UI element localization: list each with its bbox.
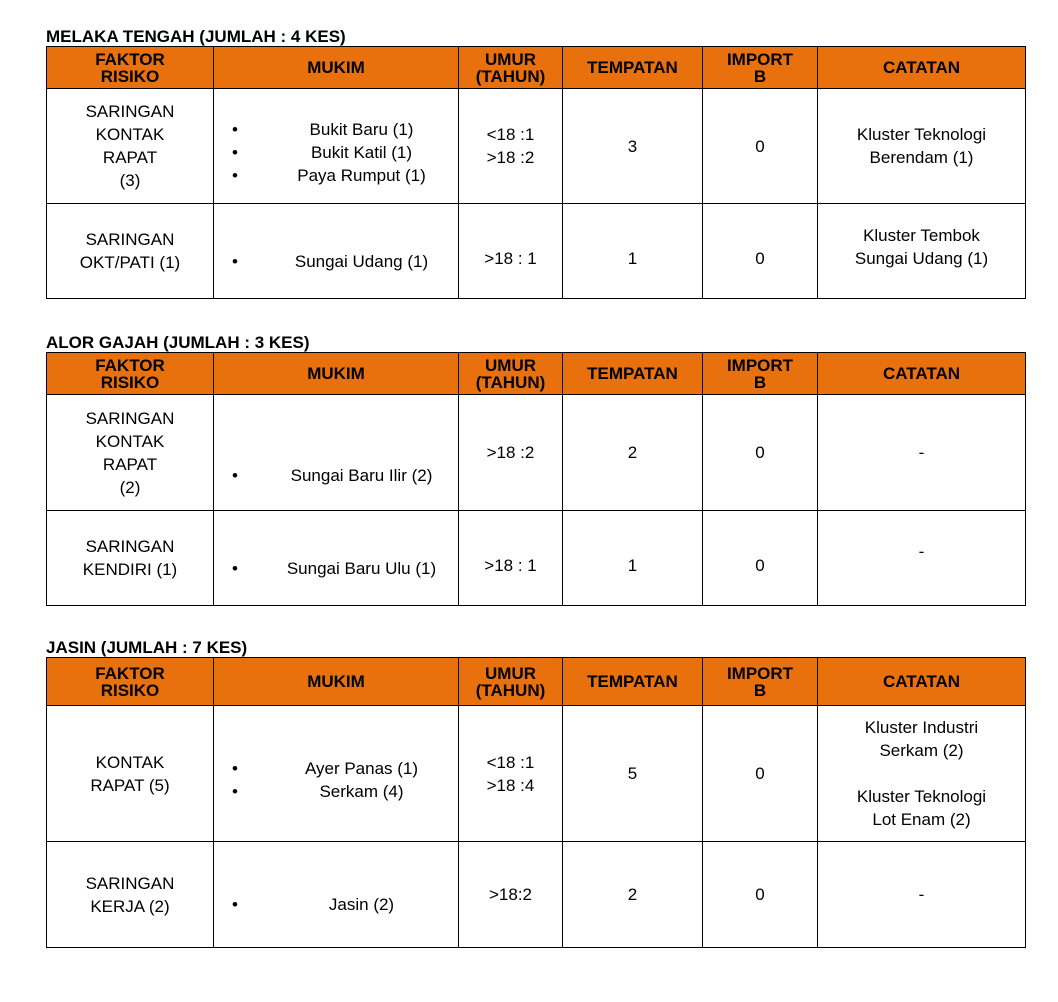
catatan-line: Sungai Udang (1) bbox=[854, 249, 989, 268]
mukim-cell bbox=[214, 842, 459, 948]
tempatan-cell: 2 bbox=[563, 842, 703, 948]
faktor-risiko-cell bbox=[47, 204, 214, 299]
header-umur: UMUR (TAHUN) bbox=[459, 353, 563, 395]
umur-line: >18 :2 bbox=[486, 148, 535, 167]
umur-cell bbox=[459, 204, 563, 299]
header-import: IMPORT B bbox=[703, 47, 818, 89]
mukim-item: • Jasin (2) bbox=[214, 893, 458, 916]
header-faktor-risiko: FAKTOR RISIKO bbox=[47, 47, 214, 89]
faktor-risiko-line: SARINGAN bbox=[85, 230, 175, 249]
faktor-risiko-cell bbox=[47, 511, 214, 606]
header-tempatan: TEMPATAN bbox=[563, 47, 703, 89]
import-cell: 0 bbox=[703, 511, 818, 606]
table-row bbox=[47, 511, 1026, 606]
tempatan-cell: 3 bbox=[563, 89, 703, 204]
faktor-risiko-line: SARINGAN bbox=[85, 102, 175, 121]
import-cell: 0 bbox=[703, 204, 818, 299]
faktor-risiko-cell bbox=[47, 842, 214, 948]
umur-line: >18:2 bbox=[488, 885, 532, 904]
district-section bbox=[46, 334, 1025, 606]
mukim-list bbox=[214, 230, 458, 273]
table-row bbox=[47, 395, 1026, 511]
catatan-cell bbox=[818, 395, 1026, 511]
umur-line: <18 :1 bbox=[486, 752, 535, 772]
faktor-risiko-line: KENDIRI (1) bbox=[82, 560, 178, 579]
faktor-risiko-line: KONTAK bbox=[95, 125, 165, 144]
umur-cell bbox=[459, 89, 563, 204]
case-table bbox=[46, 46, 1026, 299]
catatan-cell bbox=[818, 842, 1026, 948]
header-mukim: MUKIM bbox=[214, 658, 459, 706]
catatan-line: - bbox=[918, 885, 925, 904]
mukim-item: • Serkam (4) bbox=[214, 780, 458, 803]
import-cell: 0 bbox=[703, 706, 818, 842]
catatan-line: Serkam (2) bbox=[879, 741, 964, 760]
header-tempatan: TEMPATAN bbox=[563, 658, 703, 706]
mukim-item: • Bukit Katil (1) bbox=[214, 141, 458, 164]
catatan-cell bbox=[818, 89, 1026, 204]
faktor-risiko-line: RAPAT bbox=[102, 148, 158, 167]
section-title: MELAKA TENGAH (JUMLAH : 4 KES) bbox=[46, 27, 346, 46]
faktor-risiko-cell bbox=[47, 706, 214, 842]
catatan-cell bbox=[818, 511, 1026, 606]
mukim-cell bbox=[214, 395, 459, 511]
section-title: ALOR GAJAH (JUMLAH : 3 KES) bbox=[46, 333, 310, 352]
faktor-risiko-line: RAPAT bbox=[102, 454, 158, 474]
mukim-cell bbox=[214, 706, 459, 842]
mukim-list bbox=[214, 537, 458, 580]
catatan-line: Kluster Teknologi bbox=[856, 787, 987, 806]
catatan-line: - bbox=[918, 443, 925, 462]
umur-cell bbox=[459, 511, 563, 606]
tempatan-cell: 2 bbox=[563, 395, 703, 511]
faktor-risiko-line: KONTAK bbox=[95, 431, 165, 451]
header-catatan: CATATAN bbox=[818, 47, 1026, 89]
catatan-line: Berendam (1) bbox=[869, 148, 974, 167]
header-catatan: CATATAN bbox=[818, 658, 1026, 706]
faktor-risiko-line: (3) bbox=[119, 171, 141, 190]
header-umur: UMUR (TAHUN) bbox=[459, 658, 563, 706]
header-row bbox=[47, 658, 1026, 706]
header-import: IMPORT B bbox=[703, 353, 818, 395]
mukim-list bbox=[214, 418, 458, 487]
header-row bbox=[47, 353, 1026, 395]
case-table bbox=[46, 657, 1026, 948]
header-import: IMPORT B bbox=[703, 658, 818, 706]
import-cell: 0 bbox=[703, 395, 818, 511]
catatan-line: Kluster Tembok bbox=[863, 226, 980, 245]
faktor-risiko-cell bbox=[47, 89, 214, 204]
faktor-risiko-line: KONTAK bbox=[95, 752, 165, 772]
umur-cell bbox=[459, 395, 563, 511]
umur-line: >18 :2 bbox=[486, 443, 535, 462]
catatan-line: - bbox=[918, 541, 925, 561]
header-umur: UMUR (TAHUN) bbox=[459, 47, 563, 89]
faktor-risiko-line: KERJA (2) bbox=[90, 896, 170, 916]
table-row bbox=[47, 706, 1026, 842]
catatan-cell bbox=[818, 204, 1026, 299]
header-faktor-risiko: FAKTOR RISIKO bbox=[47, 353, 214, 395]
mukim-item: • Paya Rumput (1) bbox=[214, 164, 458, 187]
faktor-risiko-line: SARINGAN bbox=[85, 873, 175, 893]
mukim-item: • Sungai Baru Ilir (2) bbox=[214, 464, 458, 487]
header-catatan: CATATAN bbox=[818, 353, 1026, 395]
umur-line: >18 :4 bbox=[486, 775, 535, 795]
table-row bbox=[47, 89, 1026, 204]
mukim-item: • Ayer Panas (1) bbox=[214, 757, 458, 780]
mukim-cell bbox=[214, 511, 459, 606]
mukim-list bbox=[214, 745, 458, 803]
mukim-item: • Bukit Baru (1) bbox=[214, 118, 458, 141]
header-mukim: MUKIM bbox=[214, 47, 459, 89]
mukim-cell bbox=[214, 89, 459, 204]
faktor-risiko-line: SARINGAN bbox=[85, 408, 175, 428]
catatan-line bbox=[818, 762, 1025, 785]
umur-line: >18 : 1 bbox=[484, 555, 537, 575]
mukim-cell bbox=[214, 204, 459, 299]
catatan-cell bbox=[818, 706, 1026, 842]
case-table bbox=[46, 352, 1026, 606]
table-row bbox=[47, 842, 1026, 948]
header-mukim: MUKIM bbox=[214, 353, 459, 395]
catatan-line: Kluster Teknologi bbox=[856, 125, 987, 144]
umur-line: <18 :1 bbox=[486, 125, 535, 144]
district-section bbox=[46, 28, 1025, 299]
tempatan-cell: 1 bbox=[563, 511, 703, 606]
tempatan-cell: 1 bbox=[563, 204, 703, 299]
header-faktor-risiko: FAKTOR RISIKO bbox=[47, 658, 214, 706]
umur-cell bbox=[459, 706, 563, 842]
import-cell: 0 bbox=[703, 89, 818, 204]
district-section bbox=[46, 639, 1025, 948]
header-tempatan: TEMPATAN bbox=[563, 353, 703, 395]
faktor-risiko-line: RAPAT (5) bbox=[90, 775, 170, 795]
umur-line: >18 : 1 bbox=[484, 248, 537, 268]
faktor-risiko-line: (2) bbox=[119, 477, 141, 497]
mukim-item: • Sungai Udang (1) bbox=[214, 250, 458, 273]
section-title: JASIN (JUMLAH : 7 KES) bbox=[46, 638, 248, 657]
faktor-risiko-line: OKT/PATI (1) bbox=[79, 253, 181, 272]
mukim-list bbox=[214, 106, 458, 187]
faktor-risiko-line: SARINGAN bbox=[85, 537, 175, 556]
header-row bbox=[47, 47, 1026, 89]
faktor-risiko-cell bbox=[47, 395, 214, 511]
catatan-line: Lot Enam (2) bbox=[872, 810, 971, 829]
import-cell: 0 bbox=[703, 842, 818, 948]
tempatan-cell: 5 bbox=[563, 706, 703, 842]
catatan-line: Kluster Industri bbox=[864, 718, 979, 737]
table-row bbox=[47, 204, 1026, 299]
umur-cell bbox=[459, 842, 563, 948]
mukim-item: • Sungai Baru Ulu (1) bbox=[214, 557, 458, 580]
mukim-list bbox=[214, 873, 458, 916]
